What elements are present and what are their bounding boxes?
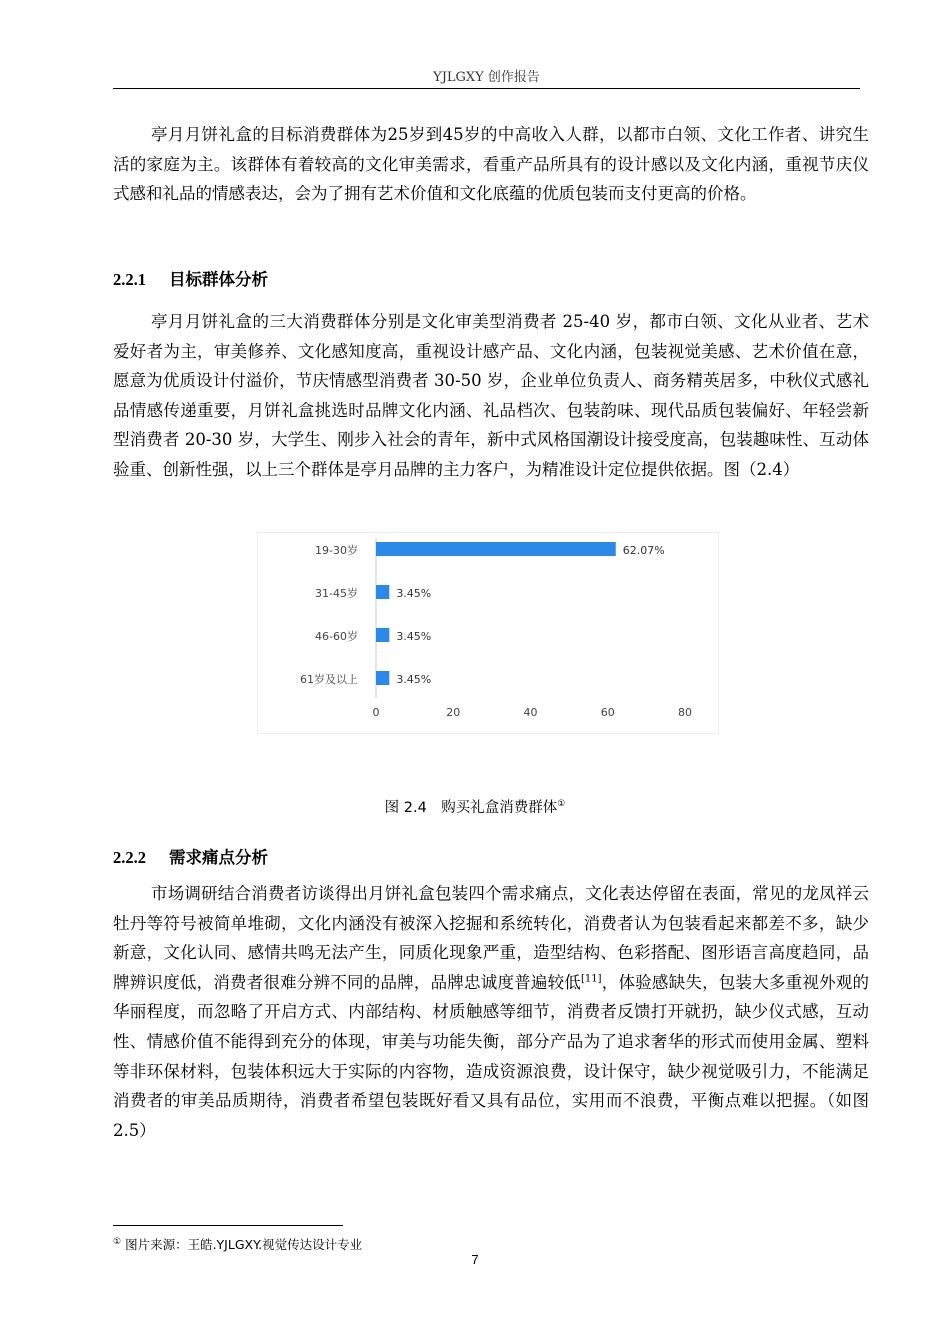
paragraph-consumer-groups: 亭月月饼礼盒的三大消费群体分别是文化审美型消费者 25-40 岁，都市白领、文化从业者、艺术爱好者为主，审美修养、文化感知度高，重视设计感产品、文化内涵，包装视觉美感、艺术价值在意，愿意为优质设计付溢价，节庆情感型消费者 30-50 岁，企业单位负责人、商务精英居多，中秋仪式感礼品情感传递重要，月饼礼盒挑选时品牌文化内涵、礼品档次、包装韵味、现代品质包装偏好、年轻尝新型消费者 20-30 岁，大学生、刚步入社会的青年，新中式风格国潮设计接受度高，包装趣味性、互动体验重、创新性强，以上三个群体是亭月品牌的主力客户，为精准设计定位提供依据。图（2.4） (113, 312, 869, 479)
bar (376, 542, 616, 556)
bar (376, 628, 389, 642)
bar (376, 585, 389, 599)
footnote-rule (113, 1225, 343, 1226)
section-title: 需求痛点分析 (169, 848, 268, 867)
category-label: 19-30岁 (315, 544, 358, 557)
figure-caption (0, 796, 950, 817)
section-number: 2.2.1 (113, 270, 146, 289)
category-label: 31-45岁 (315, 587, 358, 600)
figure-caption-text: 图 2.4 购买礼盒消费群体 (384, 800, 558, 816)
footnote (113, 1235, 362, 1253)
page-number: 7 (471, 1252, 479, 1267)
paragraph-target-audience: 亭月月饼礼盒的目标消费群体为25岁到45岁的中高收入人群，以都市白领、文化工作者、讲究生活的家庭为主。该群体有着较高的文化审美需求，看重产品所具有的设计感以及文化内涵，重视节庆仪式感和礼品的情感表达，会为了拥有艺术价值和文化底蕴的优质包装而支付更高的价格。 (113, 125, 869, 204)
age-group-bar-chart (257, 532, 719, 734)
citation-ref: [11] (581, 973, 602, 985)
bar (376, 671, 389, 685)
footnote-text: 图片来源：王皓.YJLGXY.视觉传达设计专业 (125, 1237, 363, 1252)
data-label: 3.45% (396, 673, 432, 686)
data-label: 3.45% (396, 630, 432, 643)
header-rule (113, 88, 860, 89)
x-tick-label: 60 (600, 706, 615, 719)
paragraph-text: 市场调研结合消费者访谈得出月饼礼盒包装四个需求痛点，文化表达停留在表面，常见的龙凤祥云牡丹等符号被简单堆砌，文化内涵没有被深入挖掘和系统转化，消费者认为包装看起来都差不多，缺少新意，文化认同、感情共鸣无法产生，同质化现象严重，造型结构、色彩搭配、图形语言高度趋同，品牌辨识度低，消费者很难分辨不同的品牌，品牌忠诚度普遍较低 (113, 884, 869, 992)
data-label: 62.07% (622, 544, 665, 557)
x-tick-label: 40 (523, 706, 538, 719)
x-tick-label: 20 (446, 706, 461, 719)
x-tick-label: 0 (372, 706, 380, 719)
paragraph-pain-points (113, 879, 869, 1145)
category-label: 46-60岁 (315, 630, 358, 643)
footnote-mark: ① (557, 799, 566, 810)
category-label: 61岁及以上 (300, 673, 358, 686)
section-heading-2-2-2 (113, 844, 268, 868)
running-header: YJLGXY 创作报告 (433, 70, 540, 85)
section-number: 2.2.2 (113, 848, 146, 867)
section-heading-2-2-1 (113, 266, 268, 290)
section-title: 目标群体分析 (169, 270, 268, 289)
x-tick-label: 80 (678, 706, 692, 719)
data-label: 3.45% (396, 587, 432, 600)
paragraph-text: ，体验感缺失，包装大多重视外观的华丽程度，而忽略了开启方式、内部结构、材质触感等细节，消费者反馈打开就扔，缺少仪式感，互动性、情感价值不能得到充分的体现，审美与功能失衡，部分产品为了追求奢华的形式而使用金属、塑料等非环保材料，包装体积远大于实际的内容物，造成资源浪费，设计保守，缺少视觉吸引力，不能满足消费者的审美品质期待，消费者希望包装既好看又具有品位，实用而不浪费，平衡点难以把握。（如图 2.5） (113, 972, 870, 1140)
footnote-mark: ① (113, 1236, 122, 1247)
figure-chart (257, 532, 719, 734)
